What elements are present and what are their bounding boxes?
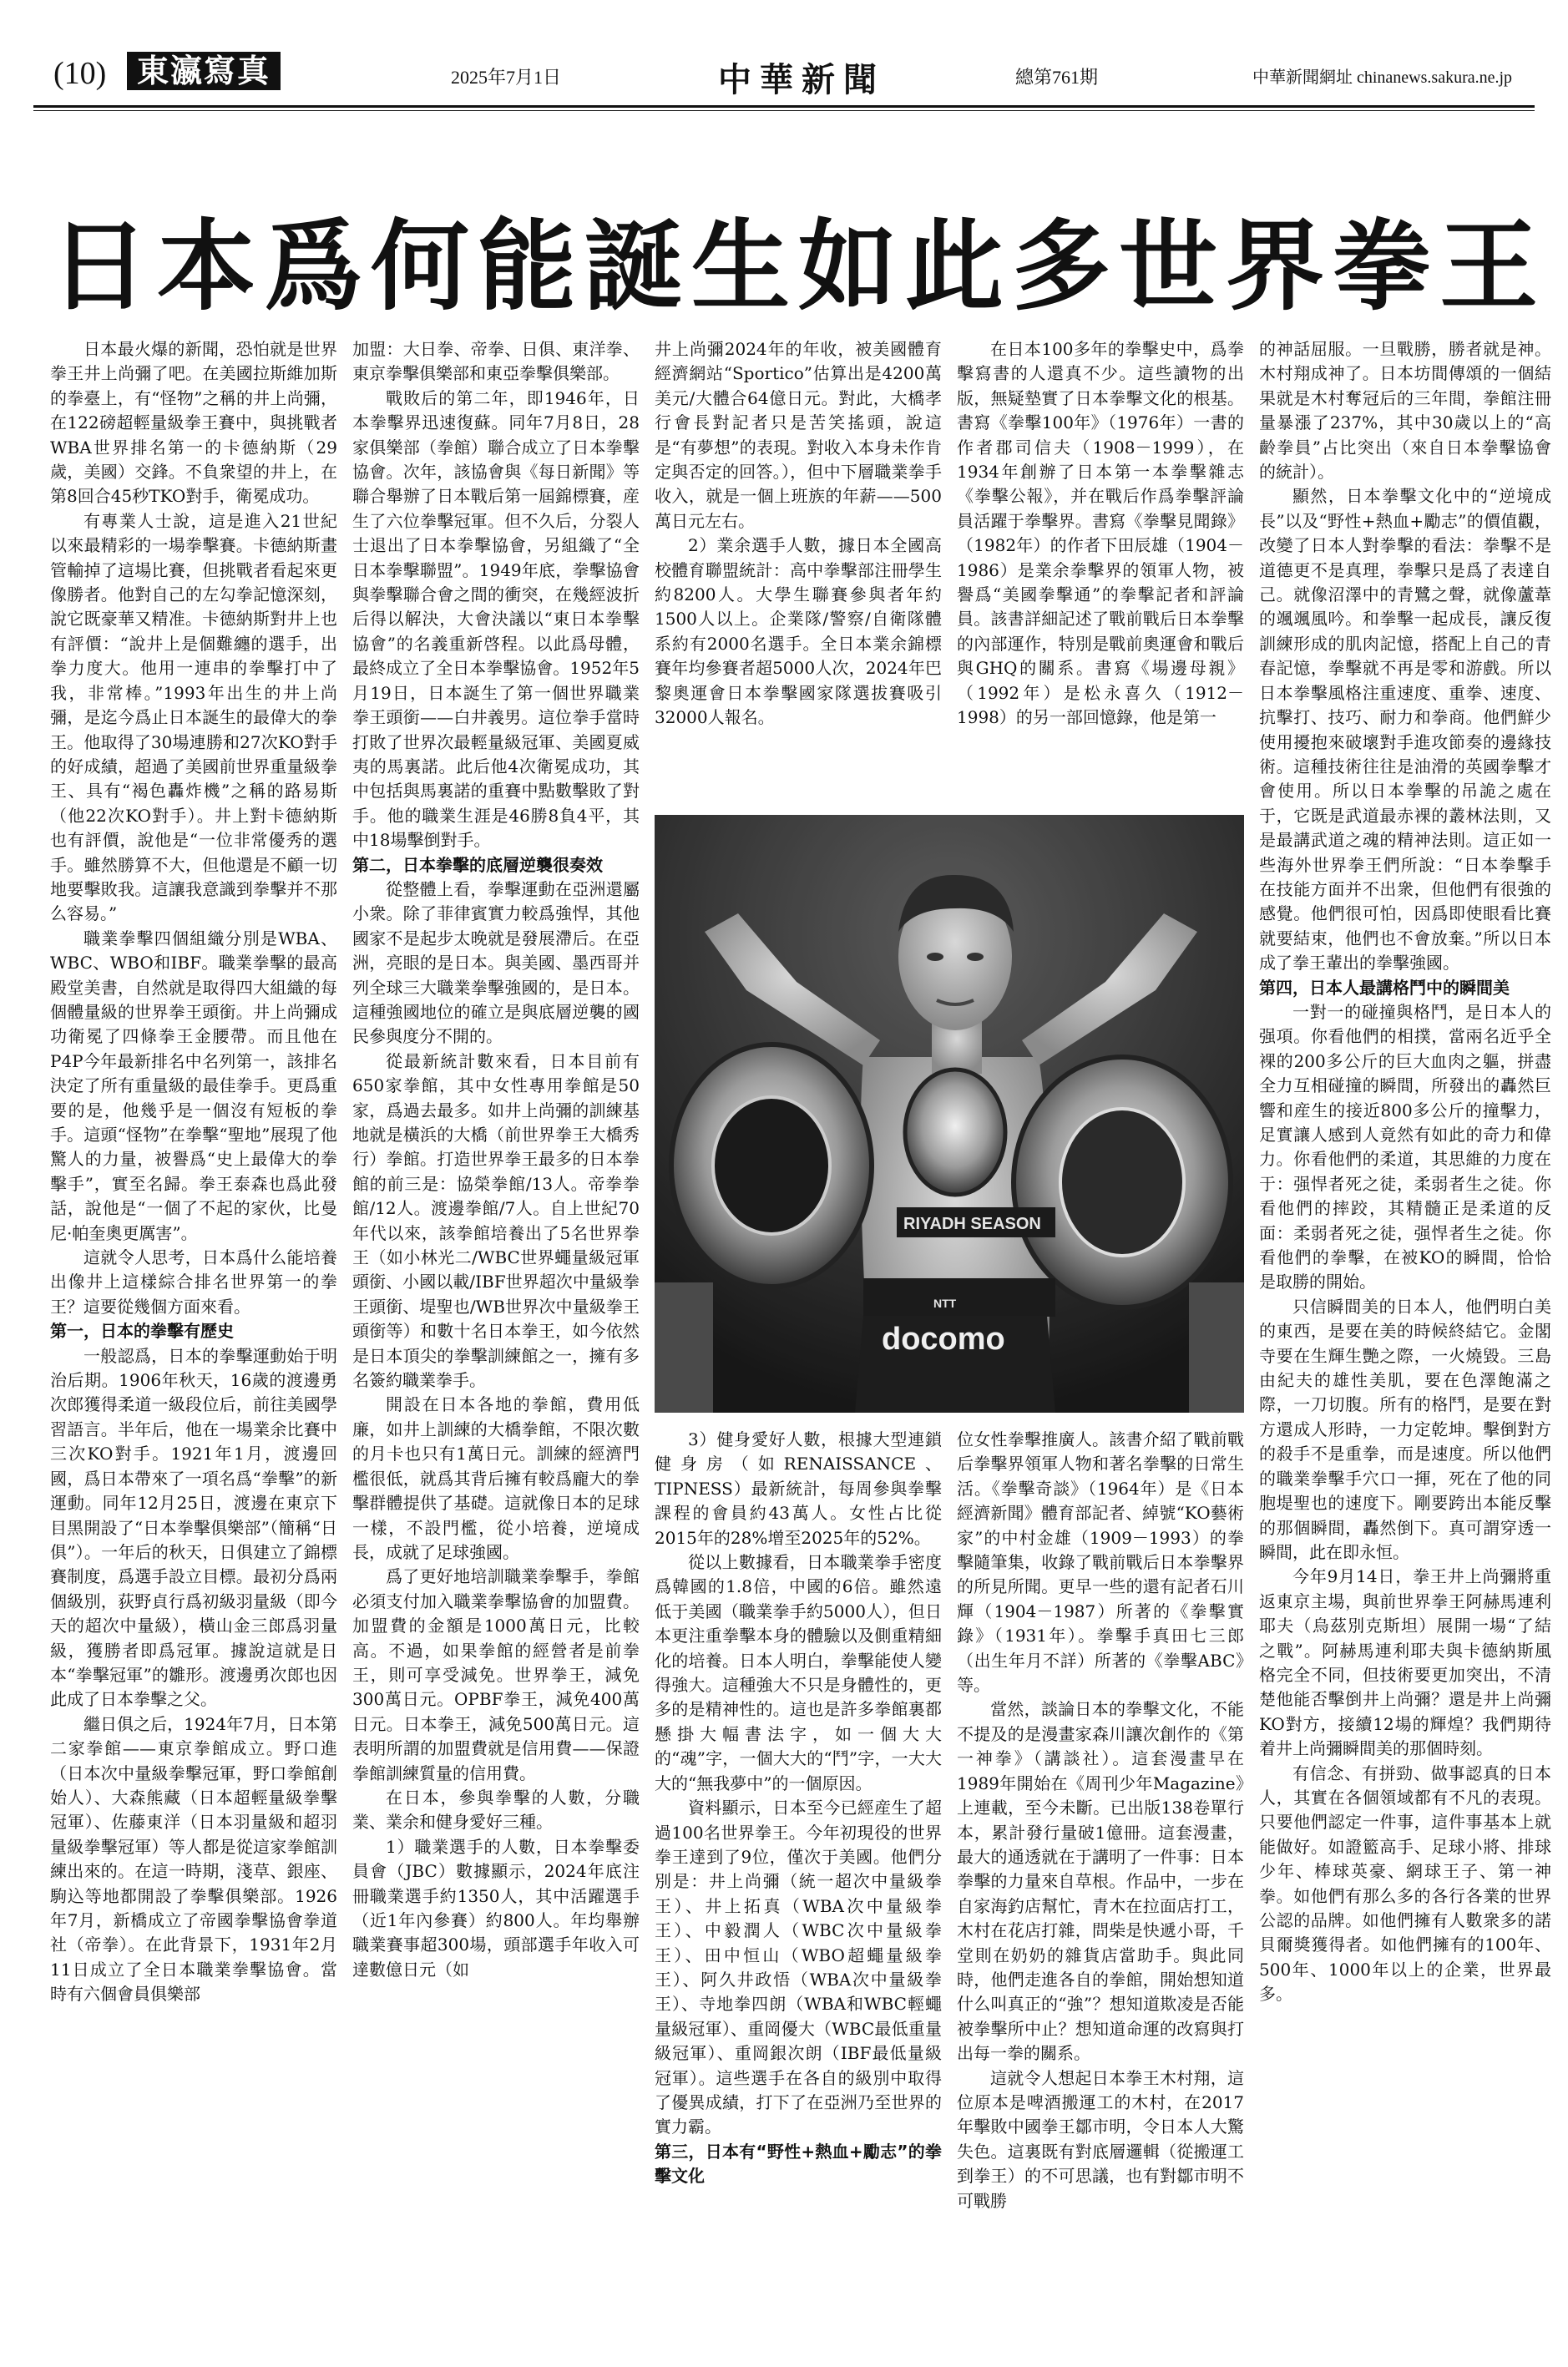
article-paragraph: 1）職業選手的人數，日本拳擊委員會（JBC）數據顯示，2024年底注冊職業選手約1350人，其中活躍選手（近1年內參賽）約800人。年均舉辦職業賽事超300場，頭部選手年收入可達數億日元（如 (352, 1836, 640, 1980)
website-url: 中華新聞網址 chinanews.sakura.ne.jp (1252, 68, 1513, 87)
article-column-4-bottom (957, 1428, 1244, 2341)
section-subheading: 第四，日本人最講格鬥中的瞬間美 (1259, 977, 1510, 998)
section-subheading: 第三，日本有“野性+熱血+勵志”的拳擊文化 (655, 2141, 942, 2187)
article-paragraph: 在日本100多年的拳擊史中，爲拳擊寫書的人還真不少。這些讀物的出版，無疑墊實了日本拳擊文化的根基。書寫《拳擊100年》（1976年）一書的作者郡司信夫（1908－1999），在1934年創辦了日本第一本拳擊雜志《拳擊公報》，并在戰后作爲拳擊評論員活躍于拳擊界。書寫《拳擊見聞錄》（1982年）的作者下田辰雄（1904－1986）是業余拳擊界的領軍人物，被譽爲“美國拳擊通”的拳擊記者和評論員。該書詳細記述了戰前戰后日本拳擊的內部運作，特別是戰前奧運會和戰后與GHQ的關系。書寫《場邊母親》（1992年）是松永喜久（1912－1998）的另一部回憶錄，他是第一 (957, 339, 1244, 728)
article-column-5 (1259, 337, 1551, 2341)
article-paragraph: 今年9月14日，拳王井上尚彌將重返東京主場，與前世界拳王阿赫馬連利耶夫（烏茲別克斯坦）展開一場“了結之戰”。阿赫馬連利耶夫與卡德納斯風格完全不同，但技術要更加突出，不清楚他能否擊倒井上尚彌？還是井上尚彌KO對方，接續12場的輝煌？我們期待着井上尚彌瞬間美的那個時刻。 (1259, 1566, 1551, 1759)
article-paragraph: 在日本，參與拳擊的人數，分職業、業余和健身愛好三種。 (352, 1787, 640, 1833)
article-paragraph: 開設在日本各地的拳館，費用低廉，如井上訓練的大橋拳館，不限次數的月卡也只有1萬日元。訓練的經濟門檻很低，就爲其背后擁有較爲龐大的拳擊群體提供了基礎。這就像日本的足球一樣，不設門檻，從小培養，逆境成長，成就了足球強國。 (352, 1394, 640, 1562)
newspaper-name: 中華新聞 (718, 60, 885, 99)
article-column-3-top (655, 337, 942, 788)
article-paragraph: 戰敗后的第二年，即1946年，日本拳擊界迅速復蘇。同年7月8日，28家俱樂部（拳館）聯合成立了日本拳擊協會。次年，該協會與《每日新聞》等聯合舉辦了日本戰后第一屆錦標賽，産生了六位拳擊冠軍。但不久后，分裂人士退出了日本拳擊協會，另組織了“全日本拳擊聯盟”。1949年底，拳擊協會與拳擊聯合會之間的衝突，在幾經波折后得以解決，大會決議以“東日本拳擊協會”的名義重新啓程。以此爲母體，最終成立了全日本拳擊協會。1952年5月19日，日本誕生了第一個世界職業拳王頭銜——白井義男。這位拳手當時打敗了世界次最輕量級冠軍、美國夏威夷的馬裏諾。此后他4次衛冕成功，其中包括與馬裏諾的重賽中點數擊敗了對手。他的職業生涯是46勝8負4平，其中18場擊倒對手。 (352, 387, 640, 851)
article-paragraph: 繼日俱之后，1924年7月，日本第二家拳館——東京拳館成立。野口進（日本次中量級拳擊冠軍，野口拳館創始人）、大森熊藏（日本超輕量級拳擊冠軍）、佐藤東洋（日本羽量級和超羽量級拳擊冠軍）等人都是從這家拳館訓練出來的。在這一時期，淺草、銀座、駒込等地都開設了拳擊俱樂部。1926年7月，新橋成立了帝國拳擊協會拳道社（帝拳）。在此背景下，1931年2月11日成立了全日本職業拳擊協會。當時有六個會員俱樂部 (50, 1713, 337, 2005)
article-paragraph: 資料顯示，日本至今已經産生了超過100名世界拳王。今年初現役的世界拳王達到了9位，僅次于美國。他們分別是：井上尚彌（統一超次中量級拳王）、井上拓真（WBA次中量級拳王）、中毅潤人（WBC次中量級拳王）、田中恒山（WBO超蠅量級拳王）、阿久井政悟（WBA次中量級拳王）、寺地拳四朗（WBA和WBC輕蠅量級冠軍）、重岡優大（WBC最低重量級冠軍）、重岡銀次朗（IBF最低量級冠軍）。這些選手在各自的級別中取得了優異成績，打下了在亞洲乃至世界的實力霸。 (655, 1798, 942, 2137)
article-paragraph: 日本最火爆的新聞，恐怕就是世界拳王井上尚彌了吧。在美國拉斯維加斯的拳臺上，有“怪物”之稱的井上尚彌，在122磅超輕量級拳王賽中，與挑戰者WBA世界排名第一的卡德納斯（29歲，美國）交鋒。不負衆望的井上，在第8回合45秒TKO對手，衛冕成功。 (50, 339, 337, 507)
article-headline: 日本爲何能誕生如此多世界拳王 (50, 209, 1547, 324)
article-paragraph: 3）健身愛好人數，根據大型連鎖健身房（如RENAISSANCE、TIPNESS）最新統計，每周參與拳擊課程的會員約43萬人。女性占比從2015年的28%增至2025年的52%。 (655, 1429, 942, 1548)
article-paragraph: 2）業余選手人數，據日本全國高校體育聯盟統計：高中拳擊部注冊學生約8200人。大學生聯賽參與者年約1500人以上。企業隊/警察/自衛隊體系約有2000名選手。全日本業余錦標賽年均參賽者超5000人次，2024年巴黎奧運會日本拳擊國家隊選拔賽吸引32000人報名。 (655, 535, 942, 728)
article-paragraph: 加盟：大日拳、帝拳、日俱、東洋拳、東京拳擊俱樂部和東亞拳擊俱樂部。 (352, 339, 640, 384)
issue-date: 2025年7月1日 (451, 67, 562, 88)
article-column-2 (352, 337, 640, 2341)
article-column-4-top (957, 337, 1244, 788)
sponsor-logo-ntt: NTT (933, 1297, 957, 1310)
article-paragraph: 從以上數據看，日本職業拳手密度爲韓國的1.8倍，中國的6倍。雖然遠低于美國（職業拳手約5000人），但日本更注重拳擊本身的體驗以及側重精細化的培養。日本人明白，拳擊能使人變得強大。這種強大不只是身體性的，更多的是精神性的。這也是許多拳館裏都懸掛大幅書法字，如一個大大的“魂”字，一個大大的“鬥”字，一大大大的“無我夢中”的一個原因。 (655, 1552, 942, 1793)
section-subheading: 第二，日本拳擊的底層逆襲很奏效 (352, 854, 603, 875)
article-paragraph: 位女性拳擊推廣人。該書介紹了戰前戰后拳擊界領軍人物和著名拳擊的日常生活。《拳擊奇談》（1964年）是《日本經濟新聞》體育部記者、綽號“KO藝術家”的中村金雄（1909－1993）的拳擊隨筆集，收錄了戰前戰后日本拳擊界的所見所聞。更早一些的還有記者石川輝（1904－1987）所著的《拳擊實錄》（1931年）。拳擊手真田七三郎（出生年月不詳）所著的《拳擊ABC》等。 (957, 1429, 1244, 1696)
page-number: (10) (53, 56, 107, 91)
section-subheading: 第一，日本的拳擊有歷史 (50, 1321, 234, 1342)
article-paragraph: 一對一的碰撞與格鬥，是日本人的强項。你看他們的相撲，當兩名近乎全裸的200多公斤的巨大血肉之軀，拼盡全力互相碰撞的瞬間，所發出的轟然巨響和産生的接近800多公斤的撞擊力，足實讓人感到人竟然有如此的奇力和偉力。你看他們的柔道，其思維的力度在于：强悍者死之徒，柔弱者生之徒。你看他們的摔跤，其精髓正是柔道的反面：柔弱者死之徒，强悍者生之徒。你看他們的拳擊，在被KO的瞬間，恰恰是取勝的開始。 (1259, 1001, 1551, 1292)
article-paragraph: 爲了更好地培訓職業拳擊手，拳館必須支付加入職業拳擊協會的加盟費。加盟費的金額是1000萬日元，比較高。不過，如果拳館的經營者是前拳王，則可享受減免。世界拳王，減免300萬日元。OPBF拳王，減免400萬日元。日本拳王，減免500萬日元。這表明所謂的加盟費就是信用費——保證拳館訓練質量的信用費。 (352, 1566, 640, 1783)
header-rule-thin (33, 110, 1535, 111)
article-column-3-bottom (655, 1428, 942, 2341)
article-paragraph: 的神話屈服。一旦戰勝，勝者就是神。木村翔成神了。日本坊間傳頌的一個結果就是木村奪冠后的三年間，拳館注冊量暴漲了237%，其中30歲以上的“高齡拳員”占比突出（來自日本拳擊協會的統計）。 (1259, 339, 1551, 483)
article-paragraph: 當然，談論日本的拳擊文化，不能不提及的是漫畫家森川讓次創作的《第一神拳》（講談社）。這套漫畫早在1989年開始在《周刊少年Magazine》上連載，至今未斷。已出版138卷單行本，累計發行量破1億冊。這套漫畫，最大的通透就在于講明了一件事：日本拳擊的力量來自草根。作品中，一步在自家海釣店幫忙，青木在拉面店打工，木村在花店打雜，問柴是快遞小哥，千堂則在奶奶的雜貨店當助手。與此同時，他們走進各自的拳館，開始想知道什么叫真正的“強”？想知道欺凌是否能被拳擊所中止？想知道命運的改寫與打出每一拳的關系。 (957, 1699, 1244, 2064)
issue-number: 總第761期 (1015, 67, 1099, 88)
article-paragraph: 從最新統計數來看，日本目前有650家拳館，其中女性專用拳館是50家，爲過去最多。如井上尚彌的訓練基地就是橫浜的大橋（前世界拳王大橋秀行）拳館。打造世界拳王最多的日本拳館的前三是：協榮拳館/13人。帝拳拳館/12人。渡邊拳館/7人。自上世紀70年代以來，該拳館培養出了5名世界拳王（如小林光二/WBC世界蠅量級冠軍頭銜、小國以載/IBF世界超次中量級拳王頭銜、堤聖也/WB世界次中量級拳王頭銜等）和數十名日本拳王，如今依然是日本頂尖的拳擊訓練館之一，擁有多名簽約職業拳手。 (352, 1050, 640, 1391)
article-paragraph: 顯然，日本拳擊文化中的“逆境成長”以及“野性+熱血+勵志”的價值觀，改變了日本人對拳擊的看法：拳擊不是道德更不是真理，拳擊只是爲了表達自己。就像沼澤中的青鷺之聲，就像蘆葦的颯颯風吟。和拳擊一起成長，讓反復訓練形成的肌肉記憶，搭配上自己的青春記憶，拳擊就不再是零和游戲。所以日本拳擊風格注重速度、重拳、速度、抗擊打、技巧、耐力和拳商。他們鮮少使用擾抱來破壞對手進攻節奏的邊緣技術。這種技術往往是油滑的英國拳擊才會使用。所以日本拳擊的吊詭之處在于，它既是武道最赤裸的叢林法則，又是最講武道之魂的精神法則。這正如一些海外世界拳王們所說：“日本拳擊手在技能方面并不出衆，但他們有很強的感覺。他們很可怕，因爲即使眼看比賽就要結束，他們也不會放棄。”所以日本成了拳王輩出的拳擊強國。 (1259, 486, 1551, 974)
boxer-champion-photo (655, 815, 1244, 1413)
article-paragraph: 一般認爲，日本的拳擊運動始于明治后期。1906年秋天，16歲的渡邊勇次郎獲得柔道一級段位后，前往美國學習語言。半年后，他在一場業余比賽中三次KO對手。1921年1月，渡邊回國，爲日本帶來了一項名爲“拳擊”的新運動。同年12月25日，渡邊在東京下目黑開設了“日本拳擊俱樂部”（簡稱“日俱”）。一年后的秋天，日俱建立了錦標賽制度，爲選手設立目標。最初分爲兩個級別，荻野貞行爲初級羽量級（即今天的超次中量級），橫山金三郎爲羽量級，獲勝者即爲冠軍。據說這就是日本“拳擊冠軍”的雛形。渡邊勇次郎也因此成了日本拳擊之父。 (50, 1345, 337, 1710)
article-paragraph: 井上尚彌2024年的年收，被美國體育經濟網站“Sportico”估算出是4200萬美元/大體合64億日元。對此，大橋孝行會長對記者只是苦笑搖頭，說這是“有夢想”的表現。對收入本身未作肯定與否定的回答。），但中下層職業拳手收入，就是一個上班族的年薪——500萬日元左右。 (655, 339, 942, 531)
article-paragraph: 從整體上看，拳擊運動在亞洲還屬小衆。除了菲律賓實力較爲強悍，其他國家不是起步太晚就是發展滯后。在亞洲，亮眼的是日本。與美國、墨西哥并列全球三大職業拳擊強國的，是日本。這種強國地位的確立是與底層逆襲的國民參與度分不開的。 (352, 878, 640, 1047)
article-paragraph: 只信瞬間美的日本人，他們明白美的東西，是要在美的時候終結它。金閣寺要在生輝生艷之際，一火燒毀。三島由紀夫的雄性美肌，要在色澤飽滿之際，一刀切腹。所有的格鬥，是要在對方還成人形時，一力定乾坤。擊倒對方的殺手不是重拳，而是速度。所以他們的職業拳擊手穴口一揮，死在了他的同胞堤聖也的速度下。剛要跨出本能反擊的那個瞬間，轟然倒下。真可謂穿透一瞬間，此在即永恒。 (1259, 1296, 1551, 1562)
sponsor-logo-docomo: docomo (882, 1322, 1005, 1357)
header-rule (33, 105, 1535, 108)
article-paragraph: 有信念、有拼勁、做事認真的日本人，其實在各個領域都有不凡的表現。只要他們認定一件事，這件事基本上就能做好。如證籃高手、足球小將、排球少年、棒球英豪、網球王子、第一神拳。如他們有那么多的各行各業的世界公認的品牌。如他們擁有人數衆多的諾貝爾獎獲得者。如他們擁有的100年、500年、1000年以上的企業，世界最多。 (1259, 1763, 1551, 2005)
article-paragraph: 有專業人士說，這是進入21世紀以來最精彩的一場拳擊賽。卡德納斯畫管輸掉了這場比賽，但挑戰者看起來更像勝者。他對自己的左勾拳記憶深刻，說它既豪華又精准。卡德納斯對井上也有評價：“說井上是個難纏的選手，出拳力度大。他用一連串的拳擊打中了我，非常棒。”1993年出生的井上尚彌，是迄今爲止日本誕生的最偉大的拳王。他取得了30場連勝和27次KO對手的好成績，超過了美國前世界重量級拳王、具有“褐色轟炸機”之稱的路易斯（他22次KO對手）。井上對卡德納斯也有評價，說他是“一位非常優秀的選手。雖然勝算不大，但他還是不顧一切地要擊敗我。這讓我意識到拳擊并不那么容易。” (50, 510, 337, 924)
section-tag: 東瀛寫真 (127, 52, 281, 90)
article-column-1 (50, 337, 337, 2341)
sponsor-logo-riyadh: RIYADH SEASON (903, 1215, 1041, 1233)
page-header (33, 52, 1536, 99)
article-paragraph: 這就令人想起日本拳王木村翔，這位原本是啤酒搬運工的木村，在2017年擊敗中國拳王鄒市明，令日本人大驚失色。這裏既有對底層邏輯（從搬運工到拳王）的不可思議，也有對鄒市明不可戰勝 (957, 2067, 1244, 2211)
article-paragraph: 這就令人思考，日本爲什么能培養出像井上這樣綜合排名世界第一的拳王？這要從幾個方面來看。 (50, 1247, 337, 1317)
article-paragraph: 職業拳擊四個組織分別是WBA、WBC、WBO和IBF。職業拳擊的最高殿堂美書，自然就是取得四大組織的每個體量級的世界拳王頭銜。井上尚彌成功衛冕了四條拳王金腰帶。而且他在P4P今年最新排名中名列第一，該排名決定了所有重量級的最佳拳手。更爲重要的是，他幾乎是一個沒有短板的拳手。這頭“怪物”在拳擊“聖地”展現了他驚人的力量，被譽爲“史上最偉大的拳擊手”，實至名歸。拳王泰森也爲此發話，說他是“一個了不起的家伙，比曼尼·帕奎奧更厲害”。 (50, 928, 337, 1243)
